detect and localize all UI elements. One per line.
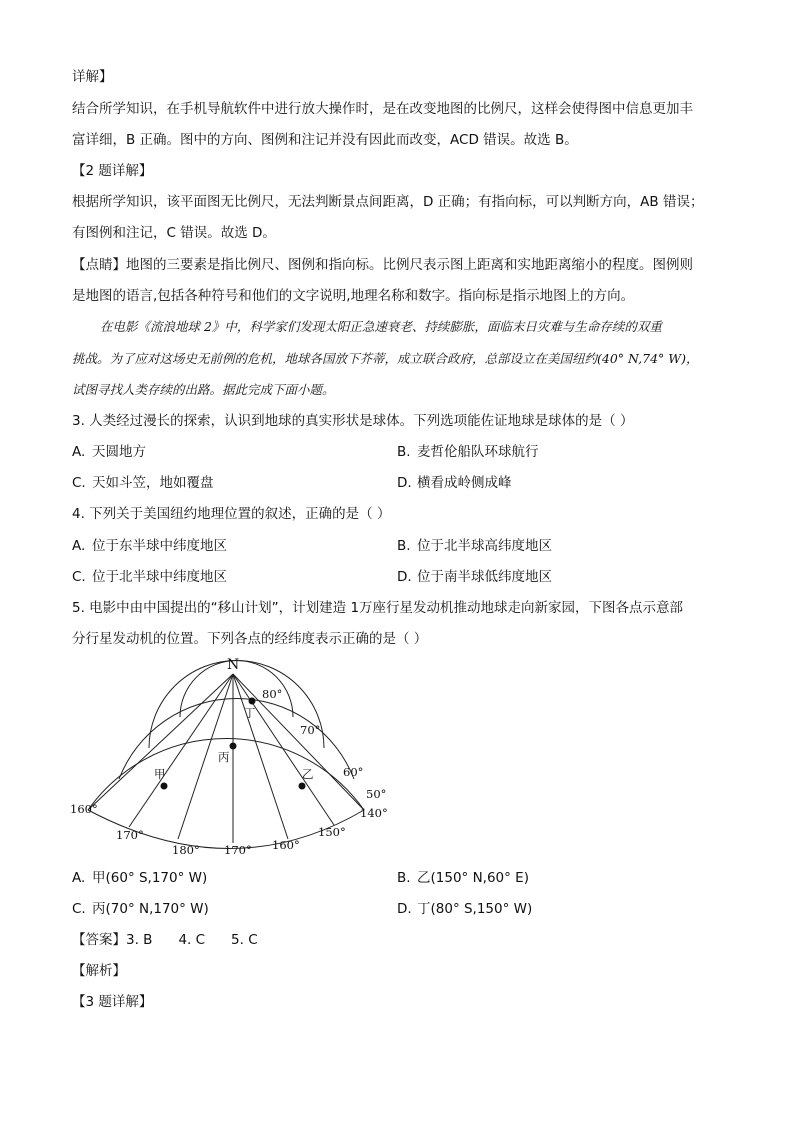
point-bing-dot <box>230 743 237 750</box>
meridian-line <box>233 674 334 825</box>
section-heading: 详解】 <box>72 69 113 85</box>
answer-item: 4. C <box>178 932 206 948</box>
option-d[interactable]: D. 位于南半球低纬度地区 <box>397 569 552 585</box>
q2-heading: 【2 题详解】 <box>72 163 153 179</box>
lon-label: 180° <box>172 843 200 857</box>
point-jia-dot <box>161 783 168 790</box>
option-c[interactable]: C. 天如斗笠，地如覆盘 <box>72 475 214 491</box>
passage-line: 试图寻找人类存续的出路。据此完成下面小题。 <box>72 382 335 397</box>
lat-label: 60° <box>343 765 364 779</box>
paragraph-line: 富详细，B 正确。图中的方向、图例和注记并没有因此而改变，ACD 错误。故选 B。 <box>72 132 578 148</box>
lon-label: 140° <box>360 806 388 820</box>
option-a[interactable]: A. 位于东半球中纬度地区 <box>72 538 227 554</box>
lat-label: 70° <box>300 723 321 737</box>
question-3-stem: 3. 人类经过漫长的探索，认识到地球的真实形状是球体。下列选项能佐证地球是球体的是（ ） <box>72 413 634 429</box>
meridian-line <box>88 674 233 810</box>
answer-item: 3. B <box>126 932 153 948</box>
option-c[interactable]: C. 位于北半球中纬度地区 <box>72 569 227 585</box>
answer-line <box>72 931 284 949</box>
tip-text: 地图的三要素是指比例尺、图例和指向标。比例尺表示图上距离和实地距离缩小的程度。图例则 <box>126 257 693 273</box>
parallel-70 <box>149 661 324 749</box>
point-jia-label: 甲 <box>154 767 166 781</box>
lon-label: 170° <box>116 828 144 842</box>
lat-label: 50° <box>366 787 387 801</box>
lon-label: 160° <box>272 838 300 852</box>
point-ding-label: 丁 <box>244 706 256 720</box>
meridian-line <box>233 674 364 810</box>
lon-label: 160° <box>70 802 98 816</box>
option-d[interactable]: D. 丁(80° S,150° W) <box>397 901 533 917</box>
paragraph-line: 根据所学知识，该平面图无比例尺，无法判断景点间距离，D 正确；有指向标，可以判断方向，AB 错误； <box>72 194 704 210</box>
q3-heading: 【3 题详解】 <box>72 994 153 1010</box>
question-5-stem: 分行星发动机的位置。下列各点的经纬度表示正确的是（ ） <box>72 631 428 647</box>
tip-line: 是地图的语言,包括各种符号和他们的文字说明,地理名称和数字。指向标是指示地图上的方向。 <box>72 288 635 304</box>
lon-label: 150° <box>318 825 346 839</box>
lon-label: 170° <box>224 843 252 857</box>
option-d[interactable]: D. 横看成岭侧成峰 <box>397 475 512 491</box>
question-5-stem: 5. 电影中由中国提出的“移山计划”，计划建造 1万座行星发动机推动地球走向新家园，下图各点示意部 <box>72 600 684 616</box>
answer-label: 【答案】 <box>72 932 126 948</box>
point-ding-dot <box>249 698 256 705</box>
option-b[interactable]: B. 乙(150° N,60° E) <box>397 870 529 886</box>
polar-graticule-figure <box>66 655 396 860</box>
paragraph-line: 有图例和注记，C 错误。故选 D。 <box>72 225 276 241</box>
question-4-stem: 4. 下列关于美国纽约地理位置的叙述，正确的是（ ） <box>72 506 391 522</box>
option-c[interactable]: C. 丙(70° N,170° W) <box>72 901 209 917</box>
paragraph-line: 结合所学知识，在手机导航软件中进行放大操作时，是在改变地图的比例尺，这样会使得图中信息更加丰 <box>72 101 693 117</box>
passage-line: 在电影《流浪地球 2》中，科学家们发现太阳正急速衰老、持续膨胀，面临末日灾难与生命存续的双重 <box>100 319 662 334</box>
option-a[interactable]: A. 甲(60° S,170° W) <box>72 870 208 886</box>
tip-label: 【点睛】 <box>72 257 126 273</box>
analysis-heading: 【解析】 <box>72 963 126 979</box>
answer-item: 5. C <box>231 932 258 948</box>
passage-line: 挑战。为了应对这场史无前例的危机，地球各国放下芥蒂，成立联合政府，总部设立在美国纽约(40° N,74° W)， <box>72 351 699 366</box>
option-b[interactable]: B. 位于北半球高纬度地区 <box>397 538 552 554</box>
point-bing-label: 丙 <box>218 750 230 764</box>
lat-label: 80° <box>262 687 283 701</box>
option-a[interactable]: A. 天圆地方 <box>72 444 146 460</box>
pole-label: N <box>227 657 240 673</box>
point-yi-dot <box>299 783 306 790</box>
point-yi-label: 乙 <box>302 767 314 781</box>
tip-line <box>72 256 693 274</box>
option-b[interactable]: B. 麦哲伦船队环球航行 <box>397 444 539 460</box>
